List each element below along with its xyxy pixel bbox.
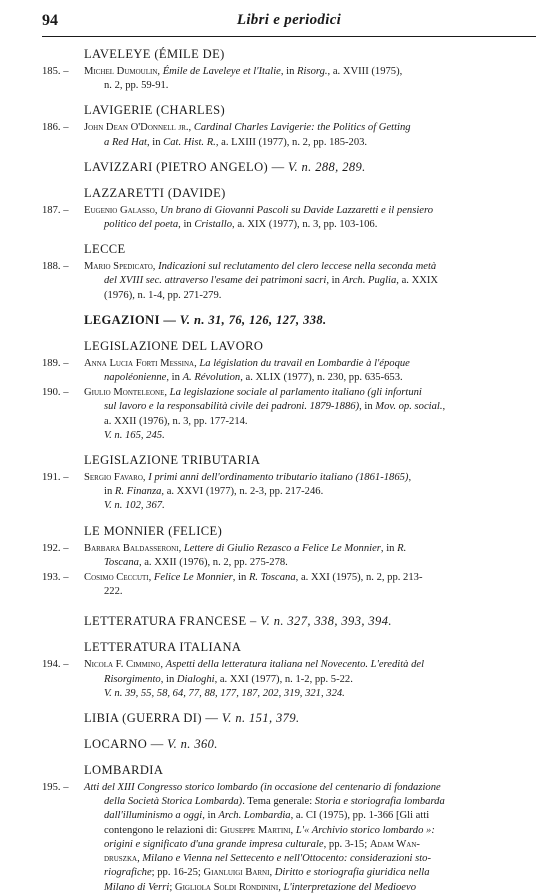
entry-line bbox=[84, 79, 526, 93]
entry-text: , in bbox=[160, 673, 177, 685]
section-heading-text: LETTERATURA FRANCESE – bbox=[84, 614, 261, 629]
entry-text: John Dean O'Donnell jr. bbox=[84, 122, 189, 134]
entry-text: Felice Le Monnier bbox=[153, 572, 233, 584]
entry-text: , bbox=[154, 204, 161, 216]
entry-text: , in bbox=[146, 136, 164, 148]
bibliography-entry bbox=[42, 121, 526, 149]
section-heading bbox=[84, 102, 526, 119]
entry-text: Cristallo bbox=[194, 219, 233, 231]
section-heading-text: LAZZARETTI (DAVIDE) bbox=[84, 185, 226, 200]
entry-text: Toscana bbox=[104, 556, 139, 568]
entry-text: Sergio Favaro bbox=[84, 472, 143, 484]
entry-number: 194. – bbox=[42, 659, 69, 671]
entry-text: Milano e Vienna nel Settecento e nell'Ottocento: considerazioni sto- bbox=[142, 853, 431, 865]
entry-text: , bbox=[290, 824, 296, 836]
entry-text: , in bbox=[380, 542, 398, 554]
entry-text: L'« Archivio storico lombardo »: bbox=[295, 824, 435, 836]
entry-text: L'interpretazione del Medioevo bbox=[283, 881, 416, 893]
entry-text: Milano di Verri bbox=[104, 881, 170, 893]
entry-text: , bbox=[164, 387, 170, 399]
entry-line bbox=[84, 881, 526, 895]
section-heading-text: LEGISLAZIONE DEL LAVORO bbox=[84, 338, 264, 353]
entry-line bbox=[84, 386, 526, 400]
bibliography-entry bbox=[42, 781, 526, 895]
entry-line bbox=[84, 429, 526, 443]
entry-text: Gianluigi Barni bbox=[203, 867, 270, 879]
entry-text: , a. XXIX bbox=[396, 275, 439, 287]
entry-line bbox=[84, 809, 526, 823]
entry-line bbox=[84, 274, 526, 288]
entry-text: Diritto e storiografia giuridica nella bbox=[274, 867, 430, 879]
entry-text: Cardinal Charles Lavigerie: the Politics of Getting bbox=[193, 122, 411, 134]
entry-text: Aspetti della letteratura italiana nel Novecento. L'eredità del bbox=[165, 659, 425, 671]
entry-text: , a. XXVI (1977), n. 2-3, pp. 217-246. bbox=[161, 486, 324, 498]
bibliography-entry bbox=[42, 260, 526, 303]
cross-reference: V. n. 327, 338, 393, 394. bbox=[260, 614, 392, 629]
entry-text: Risorgimento bbox=[104, 673, 161, 685]
entry-text: a. XXII (1976), n. 3, pp. 177-214. bbox=[104, 415, 248, 427]
entry-text: Un brano di Giovanni Pascoli su Davide Lazzaretti e il pensiero bbox=[160, 204, 433, 216]
section-heading-text: LAVIGERIE (CHARLES) bbox=[84, 103, 226, 118]
entry-text: V. n. 39, 55, 58, 64, 77, 88, 177, 187, 202, 319, 321, 324. bbox=[104, 687, 345, 699]
entry-text: , in bbox=[359, 401, 376, 413]
entry-text: , in bbox=[280, 66, 298, 77]
entry-number: 193. – bbox=[42, 572, 69, 584]
entry-text: , bbox=[194, 357, 200, 369]
entry-text: druszka bbox=[104, 853, 138, 865]
entry-line bbox=[84, 218, 526, 232]
section-heading bbox=[84, 736, 526, 753]
page-number: 94 bbox=[42, 12, 58, 29]
entry-number: 187. – bbox=[42, 204, 69, 216]
entry-line bbox=[84, 866, 526, 880]
entry-text: della Società Storica Lombarda) bbox=[104, 796, 243, 808]
entry-line bbox=[84, 673, 526, 687]
entry-text: , a. CI (1975), pp. 1-366 [Gli atti bbox=[290, 810, 430, 822]
entry-text: , a. XXII (1976), n. 2, pp. 275-278. bbox=[138, 556, 288, 568]
entry-text: , bbox=[178, 542, 184, 554]
entry-line bbox=[84, 289, 526, 303]
section-heading-text: LAVELEYE (ÉMILE DE) bbox=[84, 47, 225, 61]
entry-text: , bbox=[157, 66, 163, 77]
entry-line bbox=[84, 260, 526, 274]
entry-text: Mov. op. social. bbox=[375, 401, 443, 413]
entry-text: in bbox=[104, 486, 115, 498]
section-heading bbox=[84, 159, 526, 176]
entry-text: Adam Wan- bbox=[369, 838, 420, 850]
index-body bbox=[42, 46, 526, 896]
section-heading bbox=[84, 613, 526, 630]
entry-text: Michel Dumoulin bbox=[84, 66, 158, 77]
entry-line bbox=[84, 371, 526, 385]
entry-text: ; pp. 16-25; bbox=[151, 867, 204, 879]
entry-text: Cosimo Ceccuti bbox=[84, 572, 149, 584]
section-heading bbox=[84, 762, 526, 779]
entry-text: dall'illuminismo a oggi bbox=[104, 810, 203, 822]
section-heading-text: LAVIZZARI (PIETRO ANGELO) — bbox=[84, 159, 289, 174]
entry-text: , a. XXI (1975), n. 2, pp. 213- bbox=[295, 572, 423, 584]
bibliography-entry bbox=[42, 542, 526, 570]
entry-text: Risorg. bbox=[297, 66, 328, 77]
cross-reference: V. n. 360. bbox=[167, 737, 218, 752]
entry-line bbox=[84, 121, 526, 135]
entry-number: 188. – bbox=[42, 261, 69, 273]
entry-line bbox=[84, 357, 526, 371]
entry-text: , in bbox=[166, 372, 183, 384]
entry-line bbox=[84, 824, 526, 838]
section-heading-text: LETTERATURA ITALIANA bbox=[84, 640, 242, 655]
section-heading-text: LE MONNIER (FELICE) bbox=[84, 523, 223, 538]
entry-text: , bbox=[269, 867, 275, 879]
entry-text: politico del poeta bbox=[104, 219, 179, 231]
entry-text: napoléonienne bbox=[104, 372, 167, 384]
entry-text: Barbara Baldasseroni bbox=[84, 542, 179, 554]
entry-number: 189. – bbox=[42, 357, 69, 369]
entry-number: 186. – bbox=[42, 122, 69, 134]
entry-text: , bbox=[152, 261, 159, 273]
section-heading bbox=[84, 338, 526, 355]
entry-text: I primi anni dell'ordinamento tributario italiano (1861-1865) bbox=[148, 472, 409, 484]
entry-text: Gigliola Soldi Rondinini bbox=[174, 881, 279, 893]
entry-text: Mario Spedicato bbox=[84, 261, 153, 273]
entry-text: , a. XLIX (1977), n. 230, pp. 635-653. bbox=[240, 372, 403, 384]
entry-text: Storia e storiografia lombarda bbox=[314, 796, 445, 808]
entry-text: La legislazione sociale al parlamento italiano (gli infortuni bbox=[169, 387, 422, 399]
section-heading bbox=[84, 241, 526, 258]
entry-line bbox=[84, 471, 526, 485]
entry-text: , a. XIX (1977), n. 3, pp. 103-106. bbox=[232, 219, 378, 231]
entry-text: , bbox=[142, 472, 149, 484]
entry-text: Dialoghi bbox=[176, 673, 215, 685]
running-title: Libri e periodici bbox=[236, 12, 342, 28]
entry-text: , bbox=[160, 659, 166, 671]
entry-text: V. n. 165, 245. bbox=[104, 429, 165, 441]
entry-text: A. Révolution bbox=[182, 372, 241, 384]
entry-text: Eugenio Galasso bbox=[84, 204, 155, 216]
entry-line bbox=[84, 400, 526, 414]
entry-text: , in bbox=[178, 219, 195, 231]
entry-text: Giuseppe Martini bbox=[219, 824, 291, 836]
entry-text: Cat. Hist. R. bbox=[163, 136, 216, 148]
entry-line bbox=[84, 838, 526, 852]
entry-text: , bbox=[278, 881, 284, 893]
section-heading-text: LOCARNO — bbox=[84, 737, 168, 752]
bibliography-entry bbox=[42, 357, 526, 385]
cross-reference: V. n. 31, 76, 126, 127, 338. bbox=[179, 312, 327, 327]
entry-line bbox=[84, 795, 526, 809]
entry-text: Anna Lucia Forti Messina bbox=[84, 357, 195, 369]
entry-text: Nicola F. Cimmino bbox=[84, 659, 161, 671]
section-heading bbox=[84, 46, 526, 63]
bibliography-entry bbox=[42, 571, 526, 599]
entry-number: 185. – bbox=[42, 66, 69, 77]
running-header bbox=[42, 10, 536, 37]
section-heading bbox=[84, 185, 526, 202]
entry-text: Lettere di Giulio Rezasco a Felice Le Monnier bbox=[183, 542, 381, 554]
section-heading-text: LOMBARDIA bbox=[84, 763, 164, 778]
cross-reference: V. n. 151, 379. bbox=[221, 711, 300, 726]
entry-line bbox=[84, 658, 526, 672]
entry-text: origini e significato d'una grande impresa culturale bbox=[104, 838, 324, 850]
entry-text: V. n. 102, 367. bbox=[104, 500, 165, 512]
entry-text: a Red Hat bbox=[104, 136, 147, 148]
entry-line bbox=[84, 556, 526, 570]
entry-text: riografiche bbox=[104, 867, 152, 879]
section-heading-text: LEGAZIONI — bbox=[84, 312, 180, 327]
section-heading bbox=[84, 710, 526, 727]
entry-number: 191. – bbox=[42, 472, 69, 484]
entry-text: Indicazioni sul reclutamento del clero leccese nella seconda metà bbox=[158, 261, 437, 273]
entry-text: , pp. 3-15; bbox=[323, 838, 370, 850]
entry-line bbox=[84, 136, 526, 150]
entry-line bbox=[84, 852, 526, 866]
entry-text: , bbox=[188, 122, 194, 134]
entry-text: , in bbox=[232, 572, 249, 584]
entry-text: (1976), n. 1-4, pp. 271-279. bbox=[104, 289, 222, 301]
entry-text: Émile de Laveleye et l'Italie bbox=[162, 66, 281, 77]
entry-text: . Tema generale: bbox=[242, 796, 315, 808]
entry-text: , bbox=[137, 853, 143, 865]
entry-text: n. 2, pp. 59-91. bbox=[104, 80, 169, 92]
bibliography-entry bbox=[42, 471, 526, 514]
entry-text: Atti del XIII Congresso storico lombardo (in occasione del centenario di fondazione bbox=[84, 782, 441, 794]
entry-text: , in bbox=[326, 275, 343, 287]
entry-text: 222. bbox=[104, 586, 123, 598]
bibliography-entry bbox=[42, 65, 526, 93]
entry-text: , in bbox=[202, 810, 219, 822]
entry-text: del XVIII sec. attraverso l'esame dei patrimoni sacri bbox=[104, 275, 327, 287]
entry-line bbox=[84, 687, 526, 701]
entry-line bbox=[84, 65, 526, 79]
entry-text: , bbox=[148, 572, 154, 584]
entry-text: R. bbox=[397, 542, 407, 554]
entry-text: , bbox=[442, 401, 446, 413]
entry-line bbox=[84, 571, 526, 585]
entry-line bbox=[84, 585, 526, 599]
entry-line bbox=[84, 485, 526, 499]
entry-line bbox=[84, 204, 526, 218]
entry-line bbox=[84, 781, 526, 795]
cross-reference: V. n. 288, 289. bbox=[288, 159, 366, 174]
entry-text: Arch. Lombardia bbox=[218, 810, 291, 822]
section-heading-text: LEGISLAZIONE TRIBUTARIA bbox=[84, 453, 261, 468]
entry-number: 190. – bbox=[42, 387, 69, 399]
section-heading-text: LIBIA (GUERRA DI) — bbox=[84, 711, 222, 726]
entry-line bbox=[84, 499, 526, 513]
entry-text: , bbox=[408, 472, 412, 484]
entry-text: R. Toscana bbox=[248, 572, 296, 584]
entry-line bbox=[84, 415, 526, 429]
bibliography-entry bbox=[42, 658, 526, 701]
section-heading bbox=[84, 452, 526, 469]
entry-number: 195. – bbox=[42, 782, 69, 794]
entry-text: R. Finanza bbox=[114, 486, 162, 498]
entry-text: Arch. Puglia bbox=[342, 275, 397, 287]
section-heading bbox=[84, 523, 526, 540]
section-heading bbox=[84, 312, 526, 329]
bibliography-entry bbox=[42, 386, 526, 443]
entry-text: , a. XXI (1977), n. 1-2, pp. 5-22. bbox=[214, 673, 353, 685]
entry-text: , a. LXIII (1977), n. 2, pp. 185-203. bbox=[215, 136, 368, 148]
entry-line bbox=[84, 542, 526, 556]
entry-number: 192. – bbox=[42, 542, 69, 554]
entry-text: ; bbox=[169, 881, 175, 893]
entry-text: Giulio Monteleone bbox=[84, 387, 165, 399]
entry-text: sul lavoro e la responsabilità civile dei padroni. 1879-1886) bbox=[104, 401, 360, 413]
entry-text: La législation du travail en Lombardie à l'époque bbox=[199, 357, 410, 369]
section-heading-text: LECCE bbox=[84, 242, 126, 257]
entry-text: contengono le relazioni di: bbox=[104, 824, 220, 836]
section-heading bbox=[84, 639, 526, 656]
bibliography-entry bbox=[42, 204, 526, 232]
entry-text: , a. XVIII (1975), bbox=[327, 66, 403, 77]
